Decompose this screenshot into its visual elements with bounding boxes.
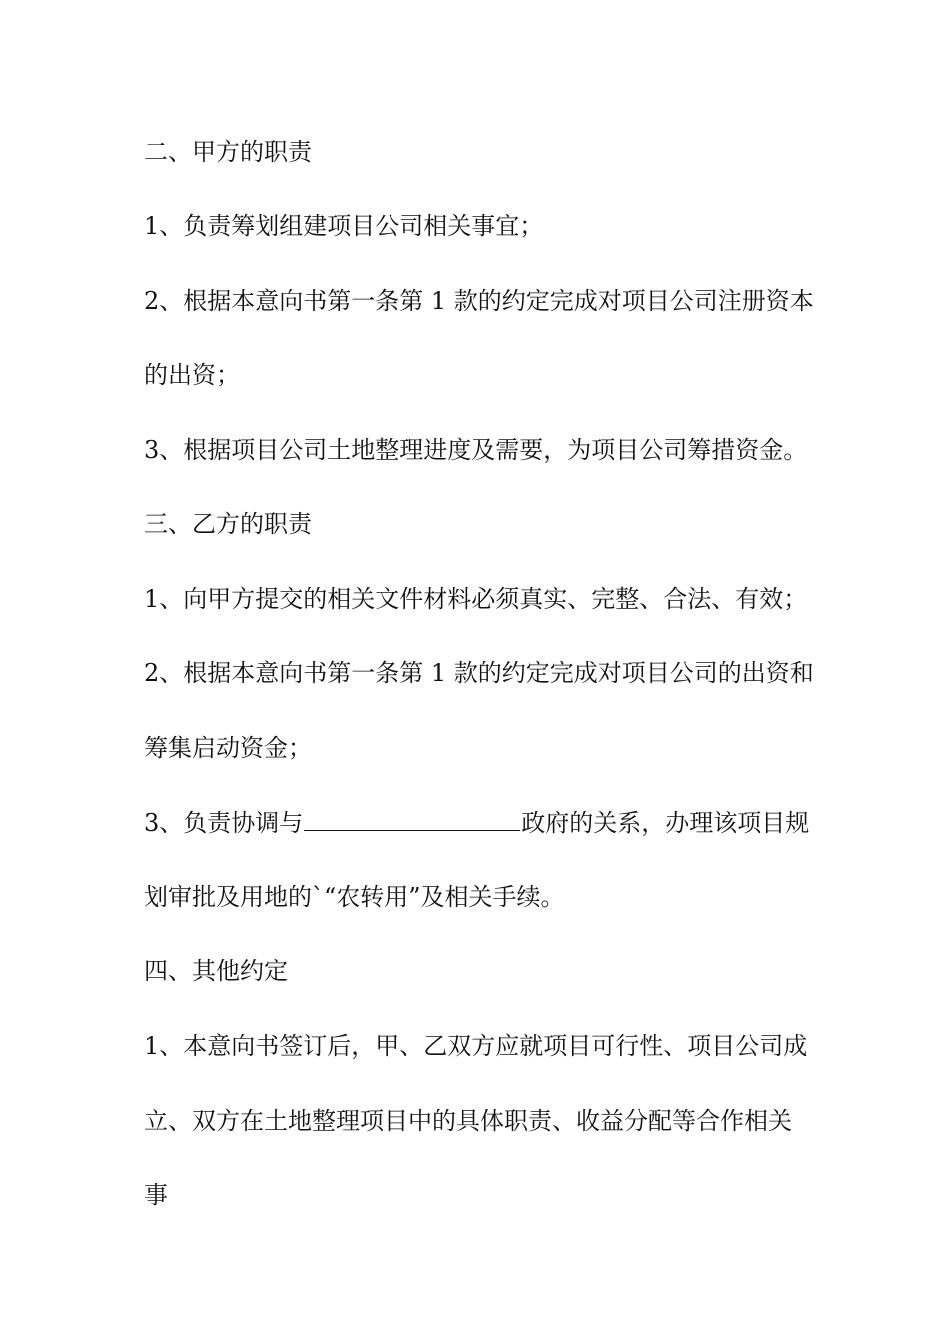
paragraph-line: 2、根据本意向书第一条第 1 款的约定完成对项目公司的出资和 (144, 659, 814, 687)
paragraph-line-with-blank (144, 808, 814, 838)
paragraph-line: 1、负责筹划组建项目公司相关事宜； (144, 212, 544, 240)
line-text-before-blank: 3、负责协调与 (144, 809, 304, 837)
fill-in-blank (304, 808, 520, 831)
paragraph-line: 的出资； (144, 361, 240, 389)
paragraph-line: 1、向甲方提交的相关文件材料必须真实、完整、合法、有效； (144, 585, 808, 613)
section-heading-party-b-duties: 三、乙方的职责 (144, 510, 312, 538)
section-heading-party-a-duties: 二、甲方的职责 (144, 138, 312, 166)
line-text-after-blank: 政府的关系，办理该项目规 (521, 809, 810, 837)
paragraph-line: 事 (144, 1181, 168, 1209)
paragraph-line: 筹集启动资金； (144, 734, 312, 762)
paragraph-line: 3、根据项目公司土地整理进度及需要，为项目公司筹措资金。 (144, 436, 808, 464)
paragraph-line: 立、双方在土地整理项目中的具体职责、收益分配等合作相关 (144, 1107, 792, 1135)
paragraph-line: 划审批及用地的`“农转用”及相关手续。 (144, 883, 565, 911)
paragraph-line: 2、根据本意向书第一条第 1 款的约定完成对项目公司注册资本 (144, 287, 814, 315)
section-heading-other-terms: 四、其他约定 (144, 957, 288, 985)
paragraph-line: 1、本意向书签订后，甲、乙双方应就项目可行性、项目公司成 (144, 1032, 808, 1060)
